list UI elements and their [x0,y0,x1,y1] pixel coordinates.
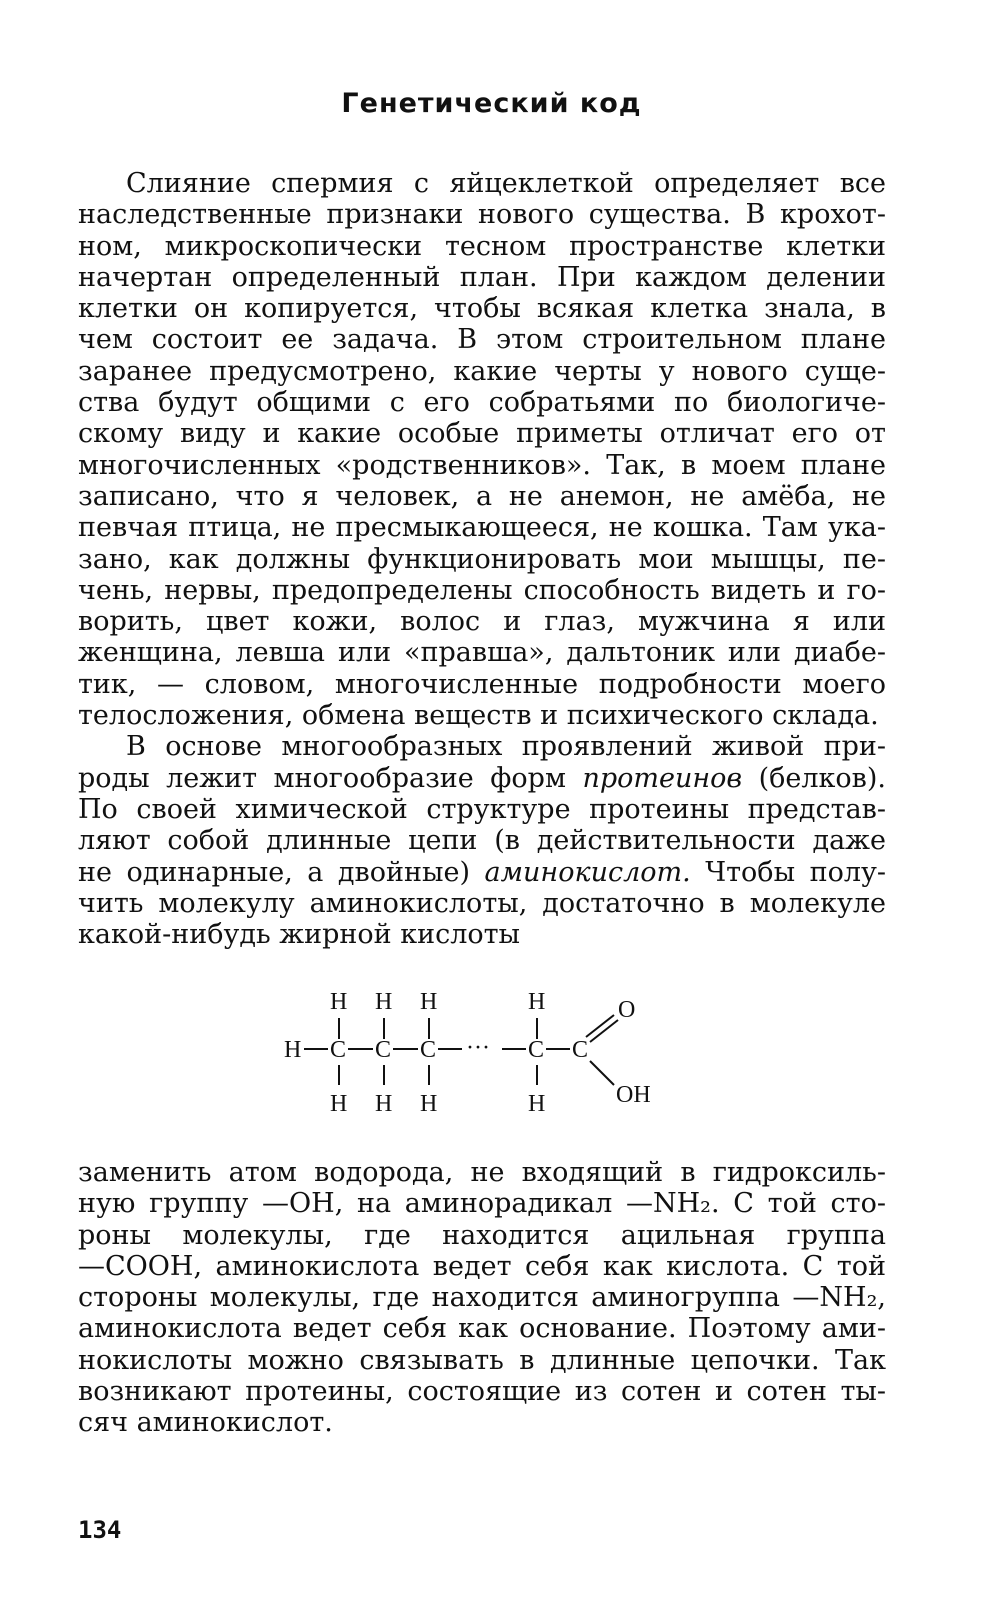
paragraph-line: чить молекулу аминокислоты, достаточно в молекуле [78,887,886,919]
paragraph-line: какой-нибудь жирной кислоты [78,919,521,951]
formula-atom-c: C [572,1037,589,1063]
line-text: (белков). [758,762,886,794]
paragraph-line: аминокислота ведет себя как основание. Поэтому ами- [78,1313,886,1345]
page-title: Генетический код [341,88,642,119]
formula-atom-h: H [420,989,438,1015]
paragraph-line: ворить, цвет кожи, волос и глаз, мужчина я или [78,606,886,638]
formula-atom-h: H [420,1091,438,1117]
formula-hydroxyl-oh: OH [616,1082,651,1108]
paragraph-line: —COOH, аминокислота ведет себя как кислота. С той [78,1250,886,1282]
line-text: не одинарные, а двойные) [78,856,470,888]
paragraph-line: наследственные признаки нового существа. В крохот- [78,199,886,231]
paragraph-line: начертан определенный план. При каждом делении [78,261,886,293]
formula-atom-h: H [528,1091,546,1117]
paragraph-line: нокислоты можно связывать в длинные цепочки. Так [78,1344,886,1376]
italic-term-proteins: протеинов [582,762,743,794]
paragraph-line: сяч аминокислот. [78,1407,333,1439]
paragraph-line: телосложения, обмена веществ и психического склада. [78,700,879,732]
formula-atom-o: O [618,997,636,1023]
paragraph-line [78,857,886,888]
paragraph-line: ства будут общими с его собратьями по биологиче- [78,387,886,419]
paragraph-line: По своей химической структуре протеины представ- [78,793,886,825]
paragraph-line: возникают протеины, состоящие из сотен и сотен ты- [78,1376,886,1408]
paragraph-line: стороны молекулы, где находится аминогруппа —NH₂, [78,1282,886,1314]
formula-atom-h: H [375,1091,393,1117]
paragraph-line: чень, нервы, предопределены способность видеть и го- [78,574,886,606]
paragraph-line: многочисленных «родственников». Так, в моем плане [78,449,886,481]
line-text: роды лежит многообразие форм [78,762,566,794]
formula-atom-c: C [330,1037,347,1063]
paragraph-line: скому виду и какие особые приметы отличат его от [78,418,886,450]
line-text: Чтобы полу- [705,856,886,888]
body-text-upper [78,168,886,950]
paragraph-line: женщина, левша или «правша», дальтоник или диабе- [78,637,886,669]
formula-atom-h: H [375,989,393,1015]
paragraph-line: В основе многообразных проявлений живой при- [126,731,886,763]
paragraph-line: ляют собой длинные цепи (в действительности даже [78,825,886,857]
paragraph-line: заменить атом водорода, не входящий в гидроксиль- [78,1157,886,1188]
fatty-acid-structural-formula [280,985,680,1130]
paragraph-line: записано, что я человек, а не анемон, не амёба, не [78,480,886,512]
formula-atom-h: H [330,1091,348,1117]
paragraph-line: чем состоит ее задача. В этом строительном плане [78,324,886,356]
paragraph-line: роны молекулы, где находится ацильная группа [78,1219,886,1251]
paragraph-line: ном, микроскопически тесном пространстве клетки [78,230,886,262]
formula-atom-h: H [284,1037,302,1063]
formula-chain-dots: ··· [466,1035,490,1061]
paragraph-line: тик, — словом, многочисленные подробности моего [78,668,886,700]
paragraph-line: Слияние спермия с яйцеклеткой определяет все [126,168,886,199]
body-text-lower [78,1157,886,1439]
formula-atom-c: C [528,1037,545,1063]
paragraph-line: зано, как должны функционировать мои мышцы, пе- [78,543,886,575]
paragraph-line: ную группу —OH, на аминорадикал —NH₂. С той сто- [78,1188,886,1220]
formula-atom-h: H [528,989,546,1015]
italic-term-amino-acids: аминокислот. [484,856,691,888]
formula-atom-c: C [420,1037,437,1063]
paragraph-line: клетки он копируется, чтобы всякая клетка знала, в [78,293,886,325]
paragraph-line [78,763,886,794]
page-number: 134 [78,1516,122,1544]
formula-atom-c: C [375,1037,392,1063]
paragraph-line: заранее предусмотрено, какие черты у нового суще- [78,355,886,387]
paragraph-line: певчая птица, не пресмыкающееся, не кошка. Там ука- [78,512,886,544]
formula-atom-h: H [330,989,348,1015]
bond-line [590,1061,614,1085]
